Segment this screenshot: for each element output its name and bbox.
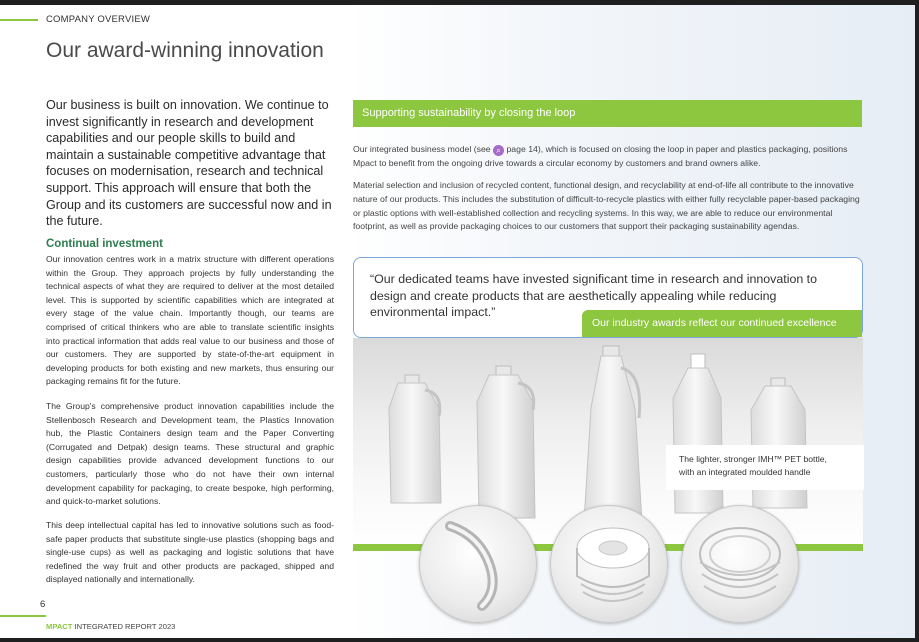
neck-detail-illustration bbox=[682, 506, 798, 622]
awards-tab bbox=[582, 310, 862, 337]
neck-detail-circle bbox=[681, 505, 799, 623]
bottle-caption-text bbox=[679, 453, 827, 480]
cap-detail-circle bbox=[550, 505, 668, 623]
page-number: 6 bbox=[40, 599, 46, 610]
sustainability-banner-text: Supporting sustainability by closing the loop bbox=[362, 107, 576, 119]
continual-investment-heading: Continual investment bbox=[46, 238, 163, 250]
bottle-1 bbox=[389, 375, 441, 503]
material-selection-paragraph: Material selection and inclusion of recycled content, functional design, and recyclability at end-of-life all contribute to the innovative nature of our products. This includes the substitution of difficult-to-recycle plastics with either fully recyclable paper-based packaging or plastic options with well-established collection and recycling systems. In this way, we are able to reduce our environmental footprint, as well as provide packaging choices to our customers that support their packaging sustainability agendas. bbox=[353, 180, 860, 232]
business-model-text-end: page 14), which is focused on closing the loop in paper and plastics packaging, positions Mpact to benefit from the ongoing drive towards a circular economy by customers and brand owners alike. bbox=[353, 144, 848, 168]
page-title: Our award-winning innovation bbox=[46, 39, 324, 62]
body-paragraph-2: The Group's comprehensive product innovation capabilities include the Stellenbosch Research and Development team, the Plastics Innovation hub, the Plastic Containers design team and the Paper Converting (Corrugated and Detpak) design teams. These structural and graphic design capabilities provide advanced development functions to our customers, particularly those who do not have their own internal development capability for packaging, to create bespoke, high performing, and quick-to-market solutions. bbox=[46, 401, 334, 507]
business-model-text-start: Our integrated business model (see bbox=[353, 144, 494, 154]
cap-detail-illustration bbox=[551, 506, 667, 622]
bottle-2 bbox=[477, 366, 535, 518]
search-reference-icon[interactable]: ⌕ bbox=[493, 145, 504, 156]
footer-report-title: INTEGRATED REPORT 2023 bbox=[72, 622, 176, 631]
awards-tab-text: Our industry awards reflect our continued excellence bbox=[592, 317, 837, 329]
footer-accent-rule bbox=[0, 615, 46, 617]
intro-paragraph: Our business is built on innovation. We continue to invest significantly in research and development capabilities and our people skills to build and maintain a sustainable competitive advantage that focuses on modernisation, research and technical support. This approach will ensure that both the Group and its customers are successful now and in the future. bbox=[46, 98, 332, 229]
quote-text: “Our dedicated teams have invested significant time in research and innovation to design and create products that are aesthetically appealing while reducing environmental impact.” bbox=[370, 272, 818, 320]
section-accent-rule bbox=[0, 19, 38, 21]
footer-brand: MPACT bbox=[46, 622, 73, 631]
caption-line-1: The lighter, stronger IMH™ PET bottle, bbox=[679, 454, 827, 464]
caption-line-2: with an integrated moulded handle bbox=[679, 467, 811, 478]
report-footer bbox=[46, 622, 175, 631]
bottle-caption bbox=[666, 445, 864, 490]
report-page bbox=[0, 5, 915, 638]
body-paragraph-1: Our innovation centres work in a matrix structure with different operations within the Group. They approach projects by fully understanding the technical aspects of what they are required to deliver at the most detailed level. This is supported by scientific capabilities which are integrated at every stage of the value chain. Importantly though, our teams are comprised of critical thinkers who are able to translate scientific insights into practical information that adds real value to our business and those of our customers. They are supported by state-of-the-art equipment in developing products for both existing and new markets, thus ensuring our packaging remains fit for the future. bbox=[46, 254, 334, 387]
handle-detail-illustration bbox=[420, 506, 536, 622]
section-label: COMPANY OVERVIEW bbox=[46, 14, 151, 25]
sustainability-banner bbox=[353, 100, 862, 127]
body-paragraph-3: This deep intellectual capital has led to innovative solutions such as food-safe paper products that substitute single-use plastics (shopping bags and single-use cups) as well as packaging and logistic solutions that have redefined the way fruit and other products are packaged, shipped and displayed nationally and internationally. bbox=[46, 520, 334, 585]
handle-detail-circle bbox=[419, 505, 537, 623]
business-model-paragraph bbox=[353, 143, 863, 171]
